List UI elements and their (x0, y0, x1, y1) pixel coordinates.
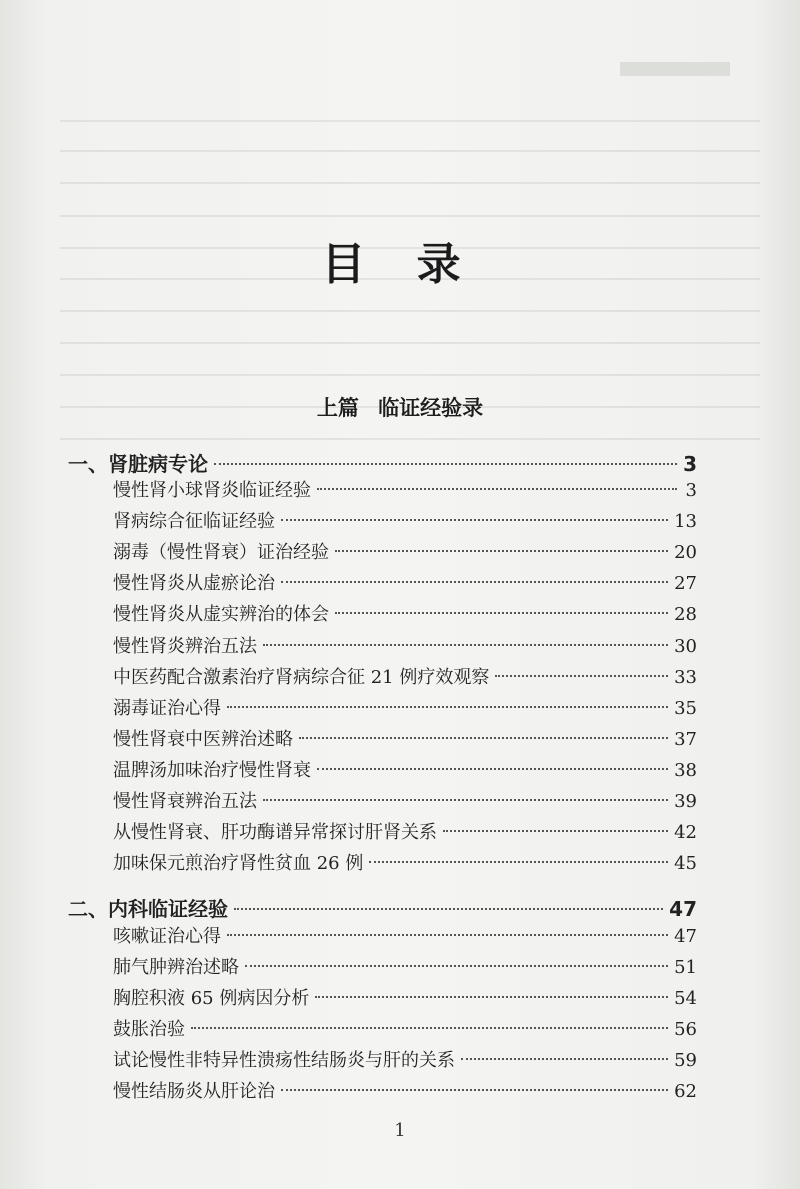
toc-entry[interactable] (113, 953, 697, 983)
toc-entry[interactable] (113, 756, 697, 786)
leader-dots (227, 934, 668, 936)
toc-entry[interactable] (113, 1077, 697, 1107)
toc-entry-page: 59 (674, 1050, 697, 1071)
toc-entry-page: 39 (674, 791, 697, 812)
leader-dots (299, 737, 668, 739)
toc-entry-label: 加味保元煎治疗肾性贫血 26 例 (113, 853, 364, 875)
toc-entry-label: 慢性肾炎从虚瘀论治 (113, 573, 275, 595)
toc-entry[interactable] (113, 1046, 697, 1076)
toc-section-label: 二、内科临证经验 (68, 897, 228, 921)
toc-entry-page: 42 (674, 822, 697, 844)
toc-entry-label: 肺气肿辨治述略 (113, 957, 239, 978)
toc-entry-label: 慢性肾炎从虚实辨治的体会 (113, 604, 329, 626)
toc-entry-page: 38 (674, 759, 697, 781)
toc-entry-label: 温脾汤加味治疗慢性肾衰 (113, 759, 311, 781)
toc-entry-label: 慢性肾衰中医辨治述略 (113, 728, 293, 750)
toc-section[interactable] (68, 893, 697, 923)
toc-entry-page: 20 (674, 542, 697, 564)
toc-section-page: 47 (669, 897, 697, 921)
toc-entry[interactable] (113, 922, 697, 952)
leader-dots (263, 799, 668, 801)
toc-entry[interactable] (113, 984, 697, 1014)
toc-entry[interactable] (113, 632, 697, 662)
toc-entry-label: 溺毒（慢性肾衰）证治经验 (113, 542, 329, 564)
leader-dots (335, 550, 668, 552)
toc-section-page: 3 (683, 452, 697, 476)
toc-entry-page: 62 (674, 1081, 697, 1102)
toc-entry[interactable] (113, 849, 697, 879)
toc-entry-page: 13 (674, 511, 697, 533)
toc-entry-label: 鼓胀治验 (113, 1019, 185, 1040)
toc-entry-page: 3 (685, 480, 697, 501)
toc-entry-label: 慢性结肠炎从肝论治 (113, 1081, 275, 1102)
leader-dots (317, 488, 677, 490)
page-number: 1 (394, 1120, 406, 1141)
page-title: 目 录 (321, 239, 479, 290)
leader-dots (281, 1089, 668, 1091)
part-label: 上篇 (316, 395, 359, 420)
toc-entry-label: 肾病综合征临证经验 (113, 511, 275, 533)
toc-entry-page: 33 (674, 666, 697, 688)
leader-dots (263, 644, 668, 646)
toc-entry[interactable] (113, 694, 697, 724)
toc-entry-label: 咳嗽证治心得 (113, 926, 221, 947)
toc-entry[interactable] (113, 787, 697, 817)
toc-entry-page: 30 (674, 635, 697, 657)
leader-dots (317, 768, 668, 770)
toc-entry-label: 慢性肾炎辨治五法 (113, 635, 257, 657)
toc-section-label: 一、肾脏病专论 (68, 452, 208, 476)
toc-entry-label: 试论慢性非特异性溃疡性结肠炎与肝的关系 (113, 1050, 455, 1071)
leader-dots (443, 830, 668, 832)
toc-entry[interactable] (113, 1015, 697, 1045)
leader-dots (234, 908, 663, 910)
leader-dots (227, 706, 668, 708)
leader-dots (281, 519, 668, 521)
toc-entry[interactable] (113, 507, 697, 537)
leader-dots (245, 965, 668, 967)
toc-entry[interactable] (113, 538, 697, 568)
leader-dots (335, 612, 668, 614)
toc-entry-page: 28 (674, 604, 697, 626)
leader-dots (214, 463, 677, 465)
leader-dots (369, 861, 668, 863)
toc-entry-label: 溺毒证治心得 (113, 697, 221, 719)
toc-section[interactable] (68, 448, 697, 478)
toc-entry[interactable] (113, 725, 697, 755)
toc-entry-label: 中医药配合激素治疗肾病综合征 21 例疗效观察 (113, 666, 490, 688)
toc-entry-page: 54 (674, 988, 697, 1009)
toc-entry[interactable] (113, 818, 697, 848)
toc-entry[interactable] (113, 663, 697, 693)
toc-entry[interactable] (113, 600, 697, 630)
toc-entry-page: 47 (674, 926, 697, 947)
toc-entry-page: 37 (674, 728, 697, 750)
toc-entry-page: 35 (674, 697, 697, 719)
toc-entry-page: 27 (674, 573, 697, 595)
toc-entry-page: 51 (674, 957, 697, 978)
part-name: 临证经验录 (378, 395, 484, 420)
toc-entry-label: 胸腔积液 65 例病因分析 (113, 988, 310, 1009)
toc-entry-page: 45 (674, 853, 697, 875)
toc-entry-label: 慢性肾小球肾炎临证经验 (113, 480, 311, 501)
toc-entry[interactable] (113, 476, 697, 506)
toc-entry-label: 慢性肾衰辨治五法 (113, 791, 257, 812)
leader-dots (191, 1027, 668, 1029)
toc-entry-page: 56 (674, 1019, 697, 1040)
leader-dots (461, 1058, 668, 1060)
toc-entry-label: 从慢性肾衰、肝功酶谱异常探讨肝肾关系 (113, 822, 437, 844)
leader-dots (281, 581, 668, 583)
leader-dots (315, 996, 668, 998)
toc-entry[interactable] (113, 569, 697, 599)
leader-dots (495, 675, 668, 677)
